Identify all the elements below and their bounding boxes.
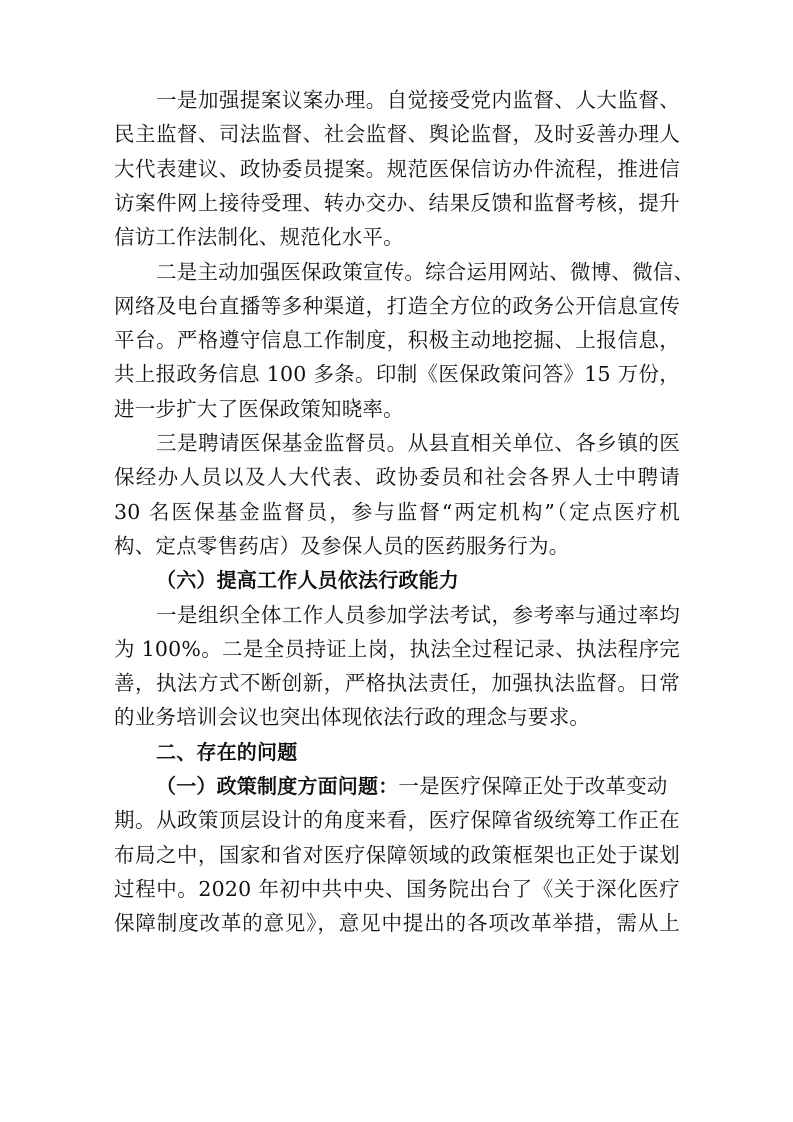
- paragraph-line: 二是主动加强医保政策宣传。综合运用网站、微博、微信、: [156, 260, 695, 284]
- paragraph-line: 一是加强提案议案办理。自觉接受党内监督、人大监督、: [156, 88, 680, 112]
- paragraph-line: 30 名医保基金监督员，参与监督“两定机构”（定点医疗机: [114, 500, 680, 524]
- paragraph-line: 一是组织全体工作人员参加学法考试，参考率与通过率均: [156, 603, 680, 627]
- paragraph-line: 进一步扩大了医保政策知晓率。: [114, 397, 404, 421]
- paragraph-line: 信访工作法制化、规范化水平。: [114, 225, 404, 249]
- paragraph-line: 保障制度改革的意见》，意见中提出的各项改革举措，需从上: [114, 911, 680, 935]
- paragraph-line: 访案件网上接待受理、转办交办、结果反馈和监督考核，提升: [114, 191, 680, 215]
- paragraph-line: 大代表建议、政协委员提案。规范医保信访办件流程，推进信: [114, 157, 680, 181]
- paragraph-line: 平台。严格遵守信息工作制度，积极主动地挖掘、上报信息，: [114, 328, 680, 352]
- paragraph-line: 保经办人员以及人大代表、政协委员和社会各界人士中聘请: [114, 465, 680, 489]
- paragraph-line: 网络及电台直播等多种渠道，打造全方位的政务公开信息宣传: [114, 294, 680, 318]
- paragraph-line: 构、定点零售药店）及参保人员的医药服务行为。: [114, 534, 570, 558]
- section-heading-6: （六）提高工作人员依法行政能力: [156, 568, 459, 592]
- paragraph-line: 期。从政策顶层设计的角度来看，医疗保障省级统筹工作正在: [114, 808, 680, 832]
- paragraph-line: 共上报政务信息 100 多条。印制《医保政策问答》15 万份，: [114, 362, 680, 386]
- paragraph-line: 为 100%。二是全员持证上岗，执法全过程记录、执法程序完: [114, 637, 680, 661]
- section-heading-2: 二、存在的问题: [156, 740, 298, 764]
- paragraph-line: 布局之中，国家和省对医疗保障领域的政策框架也正处于谋划: [114, 843, 680, 867]
- subsection-heading: （一）政策制度方面问题：: [156, 774, 399, 798]
- paragraph-line: 过程中。2020 年初中共中央、国务院出台了《关于深化医疗: [114, 877, 680, 901]
- paragraph-line: 民主监督、司法监督、社会监督、舆论监督，及时妥善办理人: [114, 122, 680, 146]
- paragraph-text: 一是医疗保障正处于改革变动: [398, 774, 668, 798]
- paragraph-line: [156, 769, 680, 803]
- paragraph-line: 善，执法方式不断创新，严格执法责任，加强执法监督。日常: [114, 671, 680, 695]
- paragraph-line: 的业务培训会议也突出体现依法行政的理念与要求。: [114, 705, 591, 729]
- paragraph-line: 三是聘请医保基金监督员。从县直相关单位、各乡镇的医: [156, 431, 680, 455]
